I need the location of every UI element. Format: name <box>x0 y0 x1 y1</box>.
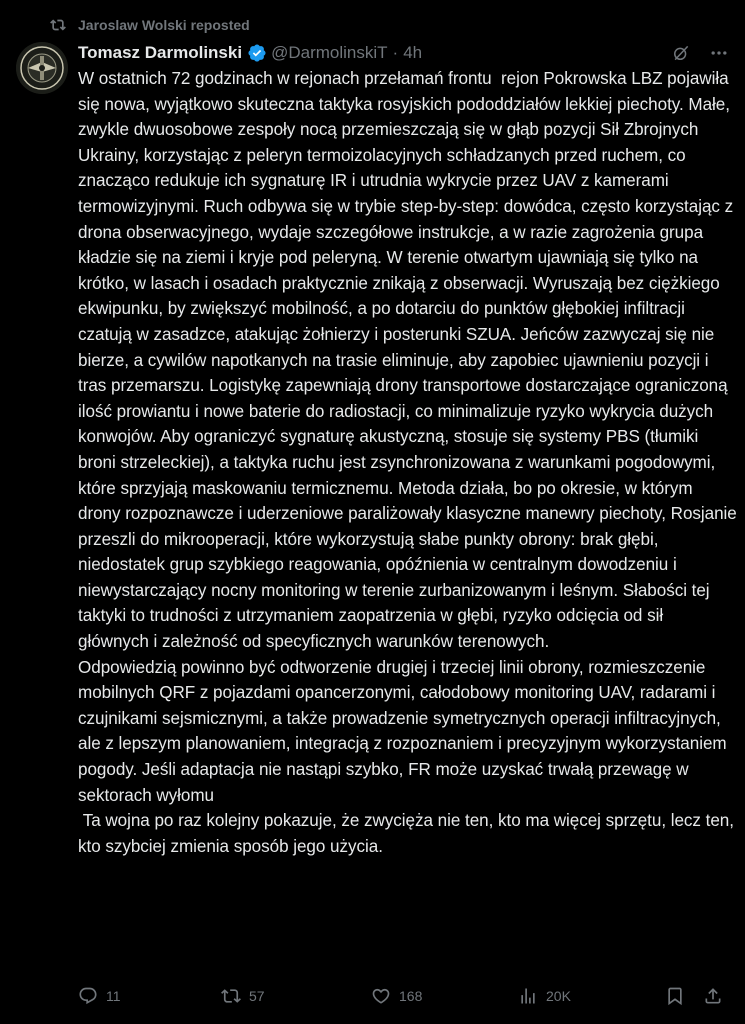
like-button[interactable] <box>371 986 422 1006</box>
share-icon <box>703 986 723 1006</box>
share-button[interactable] <box>703 986 723 1006</box>
repost-icon <box>50 17 66 33</box>
reply-button[interactable] <box>78 986 121 1006</box>
heart-icon <box>371 986 391 1006</box>
views-count: 20K <box>546 988 571 1004</box>
views-button[interactable] <box>518 986 571 1006</box>
repost-button[interactable] <box>221 986 265 1006</box>
bookmark-button[interactable] <box>665 986 685 1006</box>
post-header <box>78 42 729 64</box>
author-handle[interactable]: @DarmolinskiT <box>271 43 388 62</box>
repost-count: 57 <box>249 988 265 1004</box>
reply-count: 11 <box>106 988 121 1004</box>
views-chart-icon <box>518 986 538 1006</box>
reply-icon <box>78 986 98 1006</box>
more-options-icon[interactable] <box>709 43 729 63</box>
grok-icon[interactable] <box>671 43 691 63</box>
repost-indicator[interactable] <box>50 15 250 35</box>
post-timestamp[interactable]: 4h <box>403 43 423 62</box>
post-text: W ostatnich 72 godzinach w rejonach przełamań frontu rejon Pokrowska LBZ pojawiła się nowa, wyjątkowo skuteczna taktyka rosyjskich pododdziałów lekkiej piechoty. Małe, zwykle dwuosobowe zespoły nocą przemieszczają się w głąb pozycji Sił Zbrojnych Ukrainy, korzystając z peleryn termoizolacyjnych schładzanych przed ruchem, co znacząco redukuje ich sygnaturę IR i utrudnia wykrycie przez UAV z kamerami termowizyjnymi. Ruch odbywa się w trybie step-by-step: dowódca, często korzystając z drona obserwacyjnego, wydaje szczegółowe instrukcje, a w razie zagrożenia grupa kładzie się na ziemi i kryje pod peleryną. W terenie otwartym ujawniają się tylko na krótko, w lasach i osadach praktycznie znikają z obserwacji. Wyruszają bez ciężkiego ekwipunku, by zwiększyć mobilność, a po dotarciu do punktów głębokiej infiltracji czatują w zasadzce, atakując żołnierzy i posterunki SZUA. Jeńców zazwyczaj się nie bierze, a cywilów napotkanych na trasie eliminuje, aby zapobiec ujawnieniu pozycji i tras przemarszu. Logistykę zapewniają drony transportowe dostarczające ograniczoną ilość prowiantu i nowe baterie do radiostacji, co minimalizuje ryzyko wykrycia dużych konwojów. Aby ograniczyć sygnaturę akustyczną, stosuje się systemy PBS (tłumiki broni strzeleckiej), a taktyka ruchu jest zsynchronizowana z warunkami pogodowymi, które sprzyjają maskowaniu termicznemu. Metoda działa, bo po okresie, w którym drony rozpoznawcze i uderzeniowe paraliżowały klasyczne manewry piechoty, Rosjanie przeszli do mikrooperacji, które wykorzystują słabe punkty obrony: brak głębi, niedostatek grup szybkiego reagowania, opóźnienia w centralnym dowodzeniu i niewystarczający nocny monitoring w terenie zurbanizowanym i leśnym. Słabości tej taktyki to trudności z utrzymaniem zaopatrzenia w głębi, ryzyko odcięcia od sił głównych i zależność od specyficznych warunków terenowych. Odpowiedzią powinno być odtworzenie drugiej i trzeciej linii obrony, rozmieszczenie mobilnych QRF z pojazdami opancerzonymi, całodobowy monitoring UAV, radarami i czujnikami sejsmicznymi, a także prowadzenie symetrycznych operacji infiltracyjnych, ale z lepszym planowaniem, integracją z rozpoznaniem i precyzyjnym wykorzystaniem pogody. Jeśli adaptacja nie nastąpi szybko, FR może uzyskać trwałą przewagę w sektorach wyłomu Ta wojna po raz kolejny pokazuje, że zwycięża nie ten, kto ma więcej sprzętu, lecz ten, kto szybciej zmienia sposób jego użycia. <box>78 69 737 856</box>
bookmark-icon <box>665 986 685 1006</box>
author-name[interactable]: Tomasz Darmolinski <box>78 43 243 62</box>
verified-badge-icon[interactable] <box>247 43 267 63</box>
repost-text: Jaroslaw Wolski reposted <box>78 17 250 33</box>
like-count: 168 <box>399 988 423 1004</box>
repost-icon <box>221 986 241 1006</box>
avatar[interactable] <box>16 42 68 94</box>
post-actions <box>78 984 727 1008</box>
separator-dot: · <box>392 43 399 62</box>
